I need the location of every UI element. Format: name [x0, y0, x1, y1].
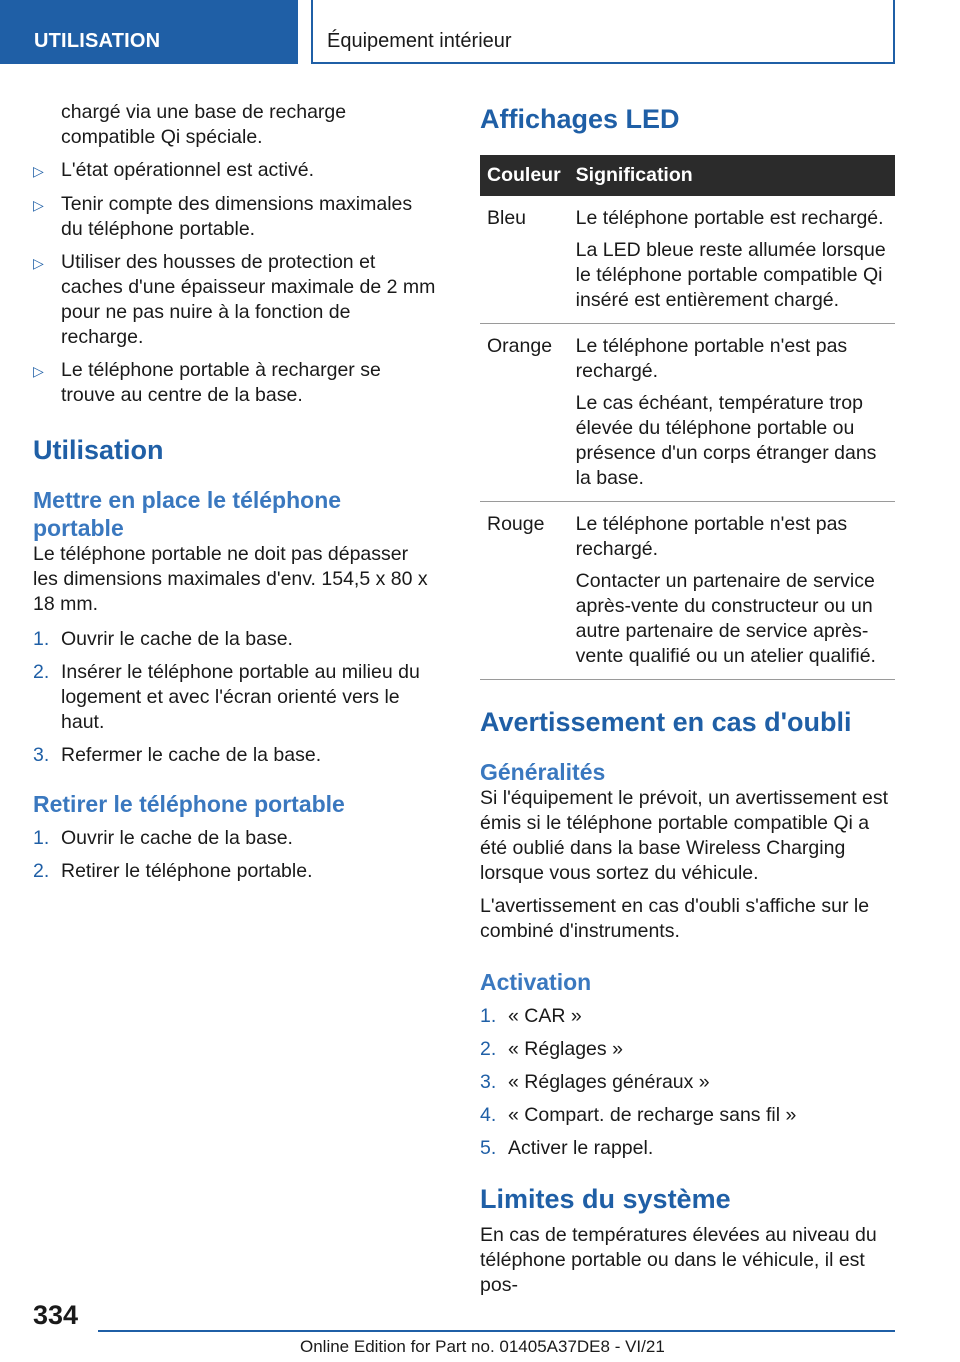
- meaning-sub: Le cas échéant, température trop élevée du téléphone portable ou présence d'un corps étranger dans la base.: [575, 392, 877, 489]
- step-text: Ouvrir le cache de la base.: [61, 827, 293, 849]
- bullet-item: [33, 358, 438, 408]
- meaning-main: Le téléphone portable n'est pas rechargé.: [575, 335, 848, 382]
- triangle-bullet-icon: ▷: [33, 197, 44, 213]
- bullet-item: [33, 250, 438, 350]
- step-text: Retirer le téléphone portable.: [61, 860, 313, 882]
- led-table: [480, 155, 895, 680]
- step-text: Refermer le cache de la base.: [61, 744, 322, 766]
- heading-limites: Limites du système: [480, 1184, 731, 1214]
- table-cell-meaning: [569, 196, 895, 324]
- heading-avertissement: Avertissement en cas d'oubli: [480, 707, 852, 737]
- meaning-sub: Contacter un partenaire de service après-vente du constructeur ou un autre partenaire de service après-vente qualifié ou un atelier qualifié.: [575, 570, 876, 667]
- meaning-main: Le téléphone portable n'est pas rechargé.: [575, 513, 848, 560]
- table-cell-color: Rouge: [480, 502, 569, 680]
- table-cell-color: Bleu: [480, 196, 569, 324]
- step-item: [33, 743, 438, 768]
- page-number: 334: [33, 1300, 79, 1330]
- table-row: [480, 196, 895, 324]
- header-section-tab: [0, 0, 298, 64]
- step-number: 5.: [480, 1137, 497, 1159]
- table-row: [480, 324, 895, 502]
- table-cell-color: Orange: [480, 324, 569, 502]
- step-item: [480, 1136, 895, 1161]
- triangle-bullet-icon: ▷: [33, 163, 44, 179]
- step-text: Activer le rappel.: [508, 1137, 654, 1159]
- bullet-item: [33, 192, 438, 242]
- step-number: 1.: [33, 827, 50, 849]
- step-text: « Réglages généraux »: [508, 1071, 710, 1093]
- right-column: [480, 100, 895, 1298]
- triangle-bullet-icon: ▷: [33, 363, 44, 379]
- meaning-sub: La LED bleue reste allumée lorsque le téléphone portable compatible Qi inséré est entièrement chargé.: [575, 239, 886, 311]
- step-text: Insérer le téléphone portable au milieu du logement et avec l'écran orienté vers le haut.: [61, 661, 420, 733]
- triangle-bullet-icon: ▷: [33, 255, 44, 271]
- step-item: [480, 1070, 895, 1095]
- step-text: « CAR »: [508, 1005, 582, 1027]
- limites-paragraph: En cas de températures élevées au niveau du téléphone portable ou dans le véhicule, il est pos-: [480, 1224, 877, 1296]
- heading-utilisation: Utilisation: [33, 435, 164, 465]
- step-item: [480, 1037, 895, 1062]
- step-text: Ouvrir le cache de la base.: [61, 628, 293, 650]
- header-chapter-box: [311, 0, 895, 64]
- step-item: [33, 660, 438, 735]
- step-item: [33, 826, 438, 851]
- bullet-text: Le téléphone portable à recharger se trouve au centre de la base.: [61, 359, 381, 406]
- step-item: [33, 627, 438, 652]
- continued-paragraph: chargé via une base de recharge compatible Qi spéciale.: [61, 101, 347, 148]
- step-number: 1.: [33, 628, 50, 650]
- step-text: « Réglages »: [508, 1038, 623, 1060]
- table-cell-meaning: [569, 502, 895, 680]
- step-number: 1.: [480, 1005, 497, 1027]
- step-number: 3.: [480, 1071, 497, 1093]
- meaning-main: Le téléphone portable est rechargé.: [575, 207, 884, 229]
- step-item: [33, 859, 438, 884]
- table-row: [480, 502, 895, 680]
- bullet-item: [33, 158, 438, 184]
- left-column: [33, 100, 438, 884]
- step-number: 2.: [33, 860, 50, 882]
- step-text: « Compart. de recharge sans fil »: [508, 1104, 797, 1126]
- heading-activation: Activation: [480, 969, 592, 995]
- step-number: 2.: [33, 661, 50, 683]
- heading-retirer: Retirer le téléphone portable: [33, 791, 345, 817]
- bullet-text: Tenir compte des dimensions maximales du téléphone portable.: [61, 193, 413, 240]
- step-number: 3.: [33, 744, 50, 766]
- heading-generalites: Généralités: [480, 759, 606, 785]
- step-item: [480, 1004, 895, 1029]
- bullet-text: L'état opérationnel est activé.: [61, 159, 315, 181]
- heading-mettre-en-place: Mettre en place le téléphone portable: [33, 487, 342, 541]
- table-header-couleur: Couleur: [480, 155, 569, 196]
- table-header-row: [480, 155, 895, 196]
- step-number: 4.: [480, 1104, 497, 1126]
- step-item: [480, 1103, 895, 1128]
- generalites-paragraph-1: Si l'équipement le prévoit, un avertissement est émis si le téléphone portable compatible Qi a été oublié dans la base Wireless Charging lorsque vous sortez du véhicule.: [480, 787, 889, 884]
- step-number: 2.: [480, 1038, 497, 1060]
- header-chapter-label: Équipement intérieur: [327, 30, 512, 52]
- generalites-paragraph-2: L'avertissement en cas d'oubli s'affiche sur le combiné d'instruments.: [480, 895, 870, 942]
- footer-edition: Online Edition for Part no. 01405A37DE8 - VI/21: [300, 1337, 665, 1356]
- header-section-label: UTILISATION: [34, 30, 161, 52]
- footer-divider: [98, 1330, 895, 1332]
- table-header-signification: Signification: [569, 155, 895, 196]
- heading-affichages-led: Affichages LED: [480, 104, 680, 134]
- mettre-paragraph: Le téléphone portable ne doit pas dépasser les dimensions maximales d'env. 154,5 x 80 x 18 mm.: [33, 543, 428, 615]
- bullet-text: Utiliser des housses de protection et caches d'une épaisseur maximale de 2 mm pour ne pas nuire à la fonction de recharge.: [61, 251, 436, 348]
- table-cell-meaning: [569, 324, 895, 502]
